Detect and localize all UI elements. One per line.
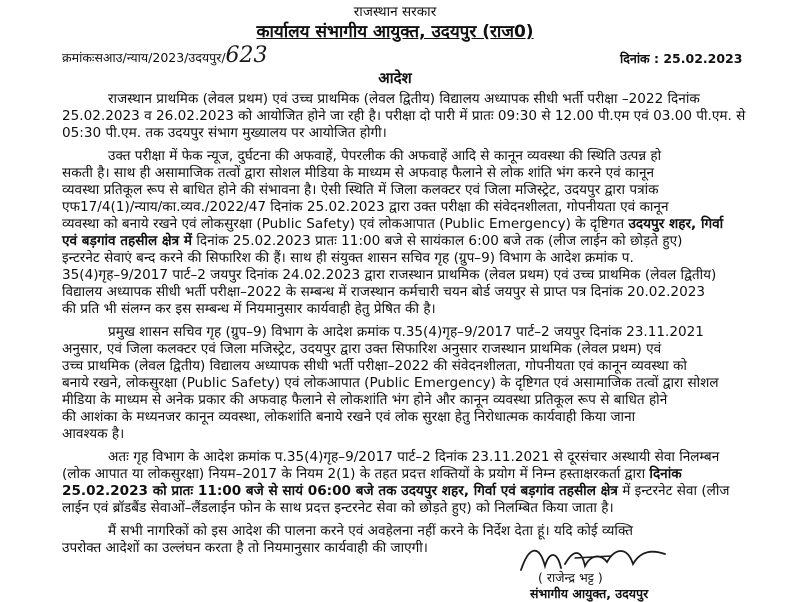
p1-line: 25.02.2023 व 26.02.2023 को आयोजित होने जा रही है। परीक्षा दो पारी में प्रातः 09:30 से 12.00 पी.एम एवं 03.00 पी.एम. से	[62, 108, 746, 124]
office-title: कार्यालय संभागीय आयुक्त, उदयपुर (राज0)	[256, 22, 534, 42]
p4-line	[62, 483, 729, 500]
p4-line	[62, 466, 682, 483]
order-date: दिनांक : 25.02.2023	[620, 51, 743, 66]
p2-line: एफ17/4(1)/न्याय/का.व्यव./2022/47 दिनांक 25.02.2023 द्वारा उक्त परीक्षा की संवेदनशीलता, गोपनीयता एवं कानून	[62, 199, 669, 215]
p2-line: सकती है। साथ ही असामाजिक तत्वों द्वारा सोशल मीडिया के माध्यम से अफवाह फैलाने से लोक शांति भंग करने एवं कानून	[62, 165, 655, 181]
p3-line: उच्च प्राथमिक (लेवल द्वितीय) विद्यालय अध्यापक सीधी भर्ती परीक्षा–2022 की संवेदनशीलता, गोपनीयता एवं कानून व्यवस्था को	[62, 358, 687, 374]
p4-text: (लोक आपात या लोकसुरक्षा) नियम–2017 के नियम 2(1) के तहत प्रदत्त शक्तियों के प्रयोग में निम्न हस्ताक्षरकर्ता द्वारा	[62, 466, 646, 482]
p4-bold-timing: 25.02.2023 को प्रातः 11:00 बजे से सायं 06:00 बजे तक उदयपुर शहर, गिर्वा एवं बड़गांव तहसील क्षेत्र	[62, 483, 618, 499]
p5-line: मैं सभी नागरिकों को इस आदेश की पालना करने एवं अवहेलना नहीं करने के निर्देश देता हूं। यदि कोई व्यक्ति	[108, 523, 633, 539]
p3-line: आवश्यक है।	[62, 426, 125, 442]
p5-line: उपरोक्त आदेशों का उल्लंघन करता है तो नियमानुसार कार्यवाही की जाएगी।	[62, 540, 428, 556]
p4-internet-text: में इन्टरनेट सेवा (लीज	[617, 483, 730, 499]
p2-line: विद्यालय अध्यापक सीधी भर्ती परीक्षा–2022 के सम्बन्ध में राजस्थान कर्मचारी चयन बोर्ड जयपुर से प्राप्त पत्र दिनांक 20.02.2023	[62, 284, 706, 300]
p4-line: लाईन एवं ब्रॉडबैंड सेवाओं–लैंडलाईन फोन के साथ प्रदत्त इन्टरनेट सेवा को छोड़ते हुए) को निलम्बित किया जाता है।	[62, 500, 614, 516]
order-title: आदेश	[378, 69, 412, 87]
p2-line: की प्रति भी संलग्न कर इस सम्बन्ध में नियमानुसार कार्यवाही हेतु प्रेषित की है।	[62, 301, 436, 317]
p2-text: व्यवस्था को बनाये रखने एवं लोकसुरक्षा (Public Safety) एवं लोकआपात (Public Emergency) के दृष्टिगत	[62, 216, 625, 232]
handwritten-reference: 623	[225, 43, 268, 68]
p2-line	[62, 233, 682, 250]
signatory-name: ( राजेन्द्र भट्ट )	[538, 570, 603, 585]
p3-line: बनाये रखने, लोकसुरक्षा (Public Safety) एवं लोकआपात (Public Emergency) के दृष्टिगत एवं असामाजिक तत्वों द्वारा सोशल	[62, 375, 719, 391]
p2-line: उक्त परीक्षा में फेक न्यूज, दुर्घटना की अफवाहें, पेपरलीक की अफवाहें आदि से कानून व्यवस्था की स्थिति उत्पन्न हो	[108, 148, 662, 164]
p3-line: की आशंका के मध्यनजर कानून व्यवस्था, लोकशांति बनाये रखने एवं लोक सुरक्षा हेतु निरोधात्मक कार्यवाही किया जाना	[62, 409, 636, 425]
p3-line: प्रमुख शासन सचिव गृह (ग्रुप–9) विभाग के आदेश क्रमांक प.35(4)गृह–9/2017 पार्ट–2 जयपुर दिनांक 23.11.2021	[108, 324, 704, 340]
p4-line: अतः गृह विभाग के आदेश क्रमांक प.35(4)गृह–9/2017 पार्ट–2 दिनांक 23.11.2021 से दूरसंचार अस्थायी सेवा निलम्बन	[108, 449, 720, 465]
p1-line: राजस्थान प्राथमिक (लेवल प्रथम) एवं उच्च प्राथमिक (लेवल द्वितीय) विद्यालय अध्यापक सीधी भर्ती परीक्षा –2022 दिनांक	[108, 91, 700, 107]
p3-line: मीडिया के माध्यम से अनेक प्रकार की अफवाह फैलाने से लोकशांति भंग होने और कानून व्यवस्था प्रतिकूल रूप से बाधित होने	[62, 392, 668, 408]
reference-prefix: क्रमांकःसआउ/न्याय/2023/उदयपुर/	[62, 50, 226, 65]
p3-line: अनुसार, एवं जिला कलक्टर एवं जिला मजिस्ट्रेट, उदयपुर द्वारा उक्त सिफारिश अनुसार राजस्थान प्राथमिक (लेवल प्रथम) एवं	[62, 341, 662, 357]
p2-bold-area: उदयपुर शहर, गिर्वा	[628, 216, 724, 232]
p2-line: इन्टरनेट सेवाएं बन्द करने की सिफारिश की हैं। साथ ही संयुक्त शासन सचिव गृह (ग्रुप–9) विभाग के आदेश क्रमांक प.	[62, 250, 634, 266]
p2-bold-tehsil: एवं बड़गांव तहसील क्षेत्र में	[62, 233, 193, 249]
reference-number	[62, 43, 268, 68]
p2-line: व्यवस्था प्रतिकूल रूप से बाधित होने की संभावना है। ऐसी स्थिति में जिला कलक्टर एवं जिला मजिस्ट्रेट, उदयपुर द्वारा पत्रांक	[62, 182, 659, 198]
p2-time-text: दिनांक 25.02.2023 प्रातः 11:00 बजे से सायंकाल 6:00 बजे तक (लीज लाईन को छोड़ते हुए)	[192, 233, 683, 249]
p1-line: 05:30 पी.एम. तक उदयपुर संभाग मुख्यालय पर आयोजित होगी।	[62, 125, 387, 141]
government-heading: राजस्थान सरकार	[353, 4, 437, 20]
p2-line	[62, 216, 723, 233]
signatory-designation: संभागीय आयुक्त, उदयपुर	[530, 586, 649, 601]
p4-bold-date-label: दिनांक	[649, 466, 682, 482]
p2-line: 35(4)गृह–9/2017 पार्ट–2 जयपुर दिनांक 24.02.2023 द्वारा राजस्थान प्राथमिक (लेवल प्रथम) एवं उच्च प्राथमिक (लेवल द्वितीय)	[62, 267, 717, 283]
